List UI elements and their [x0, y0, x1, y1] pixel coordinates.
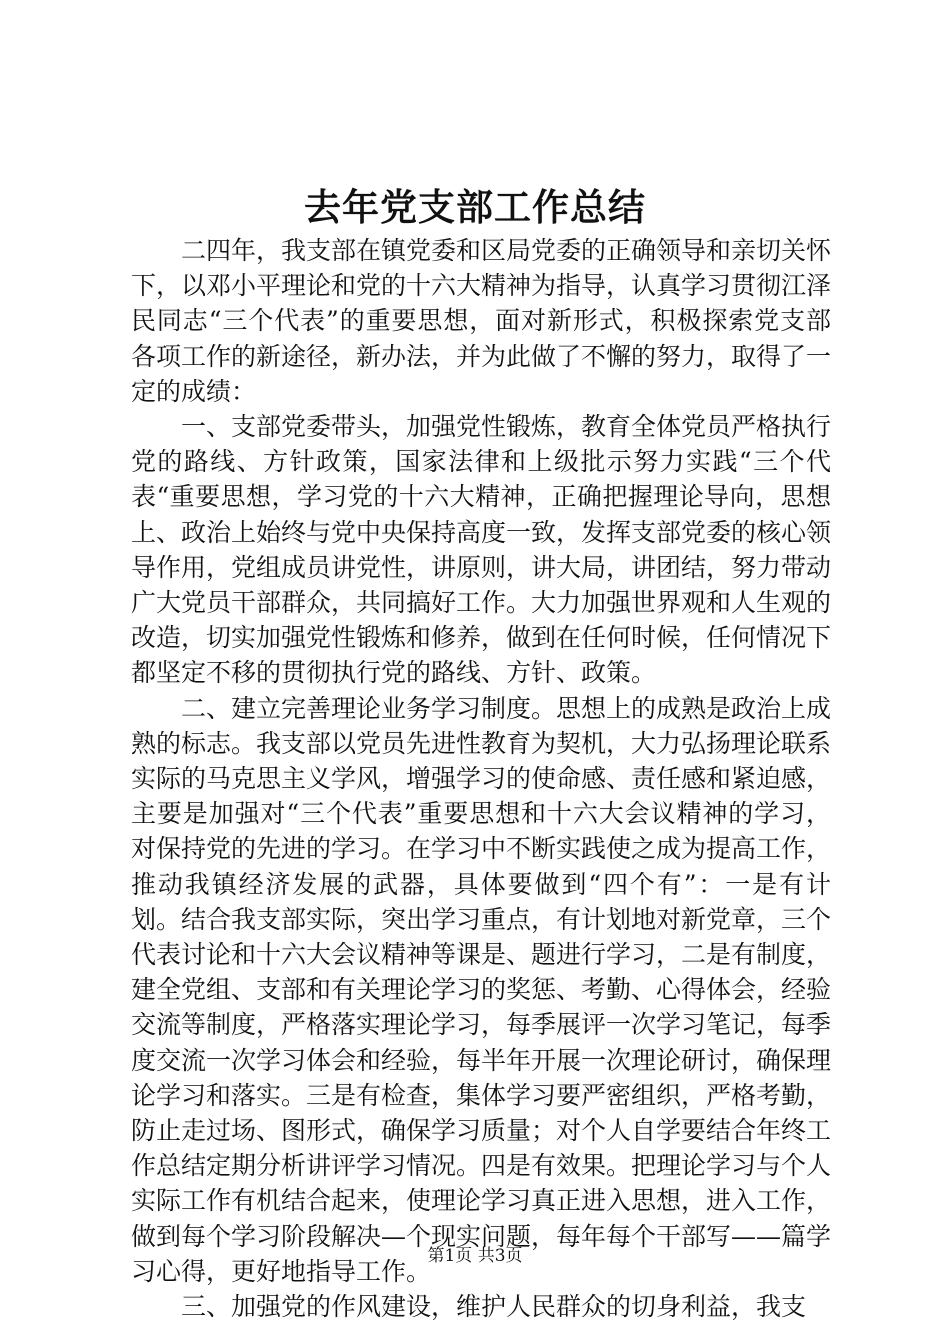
paragraph-section-1: 一、支部党委带头，加强党性锻炼，教育全体党员严格执行党的路线、方针政策，国家法律和上级批示努力实践“三个代表“重要思想，学习党的十六大精神，正确把握理论导向，思想上、政治上始终与党中央保持高度一致，发挥支部党委的核心领导作用，党组成员讲党性，讲原则，讲大局，讲团结，努力带动广大党员干部群众，共同搞好工作。大力加强世界观和人生观的改造，切实加强党性锻炼和修养，做到在任何时候，任何情况下都坚定不移的贯彻执行党的路线、方针、政策。: [131, 412, 832, 688]
paragraph-section-2: 二、建立完善理论业务学习制度。思想上的成熟是政治上成熟的标志。我支部以党员先进性教育为契机，大力弘扬理论联系实际的马克思主义学风，增强学习的使命感、责任感和紧迫感，主要是加强对“三个代表”重要思想和十六大会议精神的学习，对保持党的先进的学习。在学习中不断实践使之成为提高工作，推动我镇经济发展的武器，具体要做到“四个有”：一是有计划。结合我支部实际，突出学习重点，有计划地对新党章，三个代表讨论和十六大会议精神等课是、题进行学习，二是有制度，建全党组、支部和有关理论学习的奖惩、考勤、心得体会，经验交流等制度，严格落实理论学习，每季展评一次学习笔记，每季度交流一次学习体会和经验，每半年开展一次理论研讨，确保理论学习和落实。三是有检查，集体学习要严密组织，严格考勤，防止走过场、图形式，确保学习质量；对个人自学要结合年终工作总结定期分析讲评学习情况。四是有效果。把理论学习与个人实际工作有机结合起来，使理论学习真正进入思想，进入工作，做到每个学习阶段解决—个现实问题，每年每个干部写——篇学习心得，更好地指导工作。: [131, 693, 832, 1286]
paragraph-intro: 二四年，我支部在镇党委和区局党委的正确领导和亲切关怀下，以邓小平理论和党的十六大精神为指导，认真学习贯彻江泽民同志“三个代表”的重要思想，面对新形式，积极探索党支部各项工作的新途径，新办法，并为此做了不懈的努力，取得了一定的成绩：: [131, 236, 832, 406]
page-number-footer: 第1页 共3页: [427, 1246, 523, 1266]
document-title: 去年党支部工作总结: [304, 185, 646, 229]
document-body: [131, 233, 831, 1324]
paragraph-section-3: 三、加强党的作风建设，维护人民群众的切身利益，我支: [181, 1292, 807, 1322]
